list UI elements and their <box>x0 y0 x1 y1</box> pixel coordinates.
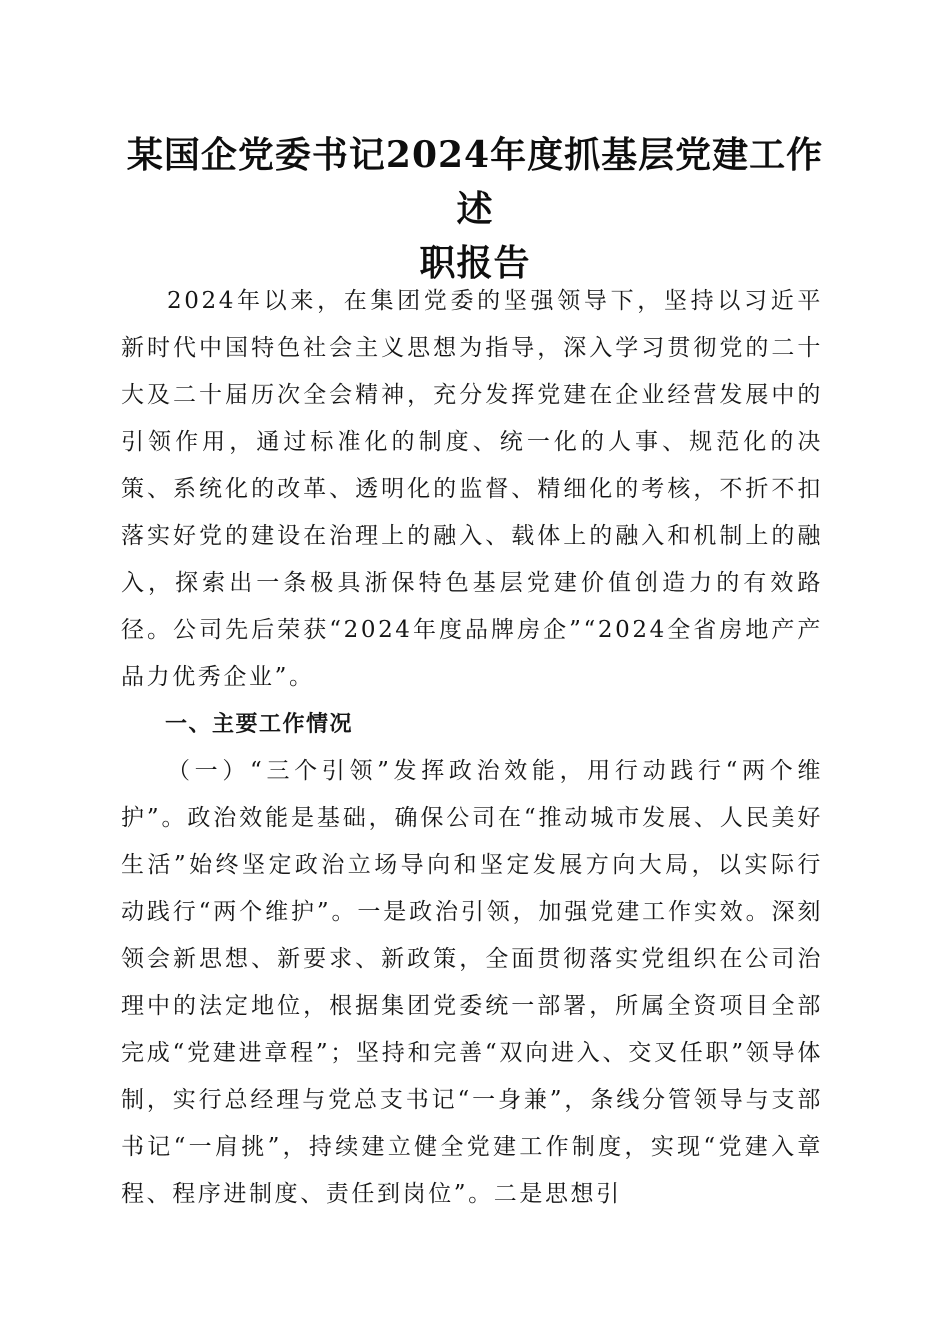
title-line-2: 职报告 <box>419 242 531 284</box>
document-body <box>121 278 823 1218</box>
intro-paragraph: 2024年以来，在集团党委的坚强领导下，坚持以习近平新时代中国特色社会主义思想为指导，深入学习贯彻党的二十大及二十届历次全会精神，充分发挥党建在企业经营发展中的引领作用，通过标准化的制度、统一化的人事、规范化的决策、系统化的改革、透明化的监督、精细化的考核，不折不扣落实好党的建设在治理上的融入、载体上的融入和机制上的融入，探索出一条极具浙保特色基层党建价值创造力的有效路径。公司先后荣获“2024年度品牌房企”“2024全省房地产产品力优秀企业”。 <box>121 288 823 690</box>
title-line-1: 某国企党委书记2024年度抓基层党建工作述 <box>126 134 824 230</box>
body-paragraph: （一）“三个引领”发挥政治效能，用行动践行“两个维护”。政治效能是基础，确保公司在“推动城市发展、人民美好生活”始终坚定政治立场导向和坚定发展方向大局，以实际行动践行“两个维护”。一是政治引领，加强党建工作实效。深刻领会新思想、新要求、新政策，全面贯彻落实党组织在公司治理中的法定地位，根据集团党委统一部署，所属全资项目全部完成“党建进章程”；坚持和完善“双向进入、交叉任职”领导体制，实行总经理与党总支书记“一身兼”，条线分管领导与支部书记“一肩挑”，持续建立健全党建工作制度，实现“党建入章程、程序进制度、责任到岗位”。二是思想引 <box>121 758 823 1207</box>
section-heading: 一、主要工作情况 <box>165 712 354 737</box>
document-title <box>118 128 832 290</box>
